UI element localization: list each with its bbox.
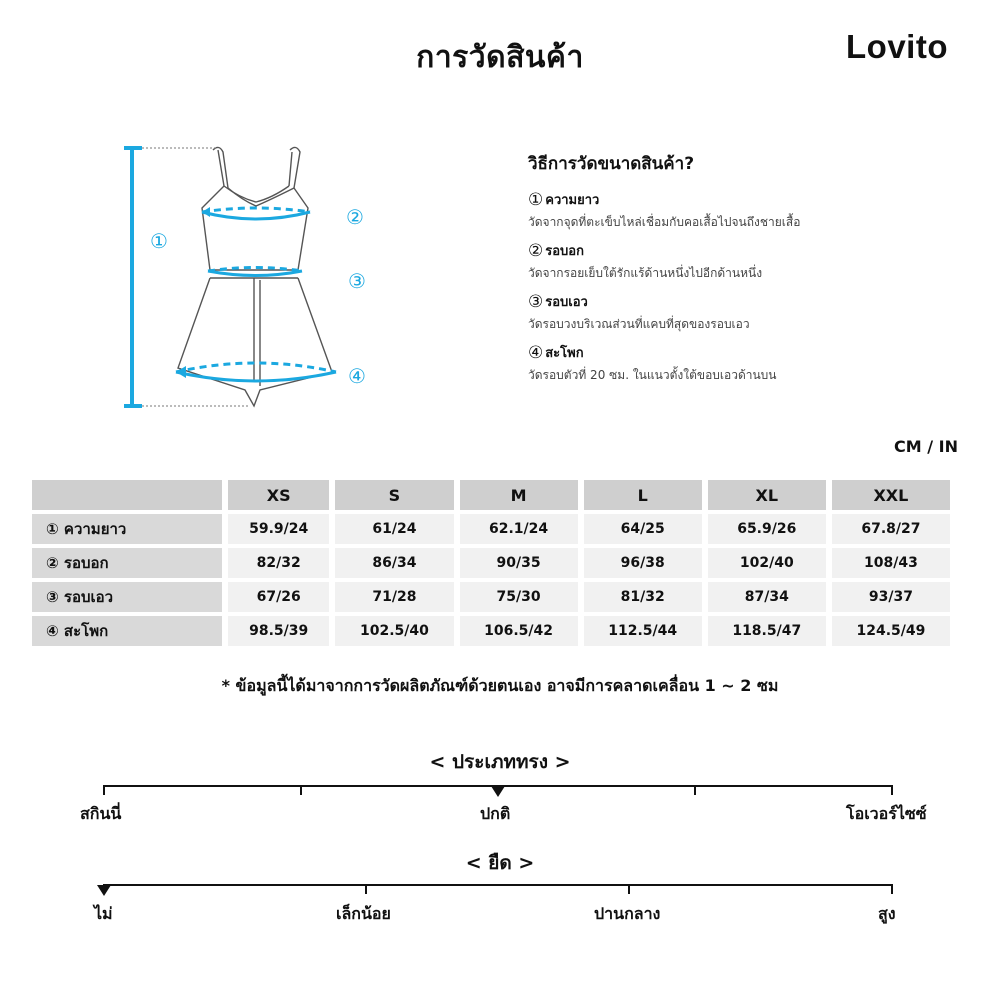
measure-item-bust: [528, 240, 948, 283]
length-indicator: [124, 148, 142, 406]
size-header: XXL: [832, 480, 950, 510]
bust-ellipse: [202, 207, 310, 219]
measure-item-length: [528, 189, 948, 232]
table-cell: 102.5/40: [335, 616, 453, 646]
row-label: ④ สะโพก: [32, 616, 222, 646]
table-cell: 62.1/24: [460, 514, 578, 544]
stretch-label-none: ไม่: [94, 904, 113, 923]
table-header-row: [32, 480, 950, 510]
fit-label-oversize: โอเวอร์ไซซ์: [846, 804, 927, 823]
size-header: M: [460, 480, 578, 510]
label-bust: ②: [346, 205, 364, 229]
how-to-measure: [528, 150, 948, 393]
table-cell: 98.5/39: [228, 616, 329, 646]
measure-desc: วัดจากจุดที่ตะเข็บไหล่เชื่อมกับคอเสื้อไปจนถึงชายเสื้อ: [528, 215, 801, 229]
table-cell: 96/38: [584, 548, 702, 578]
table-corner: [32, 480, 222, 510]
size-header: XS: [228, 480, 329, 510]
fit-scale-title: < ประเภททรง >: [429, 751, 571, 773]
fit-scale-tick: [497, 785, 499, 795]
table-cell: 82/32: [228, 548, 329, 578]
table-cell: 108/43: [832, 548, 950, 578]
table-cell: 71/28: [335, 582, 453, 612]
row-label: ② รอบอก: [32, 548, 222, 578]
size-header: XL: [708, 480, 826, 510]
measure-number: ④: [528, 342, 544, 363]
table-cell: 93/37: [832, 582, 950, 612]
stretch-marker-icon: [97, 885, 111, 896]
table-cell: 118.5/47: [708, 616, 826, 646]
measure-desc: วัดรอบวงบริเวณส่วนที่แคบที่สุดของรอบเอว: [528, 317, 750, 331]
table-cell: 67/26: [228, 582, 329, 612]
measure-name: สะโพก: [545, 346, 584, 361]
table-cell: 90/35: [460, 548, 578, 578]
table-cell: 124.5/49: [832, 616, 950, 646]
table-row: [32, 548, 950, 578]
size-header: S: [335, 480, 453, 510]
label-length: ①: [150, 229, 168, 253]
fit-scale-tick: [891, 785, 893, 795]
fit-label-regular: ปกติ: [480, 804, 511, 823]
stretch-scale-tick: [891, 884, 893, 894]
table-cell: 67.8/27: [832, 514, 950, 544]
table-cell: 75/30: [460, 582, 578, 612]
stretch-scale-tick: [103, 884, 105, 894]
measure-name: ความยาว: [545, 193, 600, 208]
fit-scale-line: [104, 785, 892, 787]
table-cell: 65.9/26: [708, 514, 826, 544]
measure-item-hip: [528, 342, 948, 385]
measure-item-waist: [528, 291, 948, 334]
fit-scale-tick: [300, 785, 302, 795]
fit-marker-icon: [491, 786, 505, 797]
table-cell: 86/34: [335, 548, 453, 578]
table-cell: 87/34: [708, 582, 826, 612]
stretch-label-slight: เล็กน้อย: [336, 904, 391, 923]
table-row: [32, 616, 950, 646]
table-cell: 64/25: [584, 514, 702, 544]
table-row: [32, 582, 950, 612]
hip-ellipse: [176, 363, 336, 381]
label-hip: ④: [348, 364, 366, 388]
measure-number: ②: [528, 240, 544, 261]
table-cell: 61/24: [335, 514, 453, 544]
unit-label: CM / IN: [894, 437, 958, 456]
garment-diagram: [120, 140, 380, 420]
measure-desc: วัดจากรอยเย็บใต้รักแร้ด้านหนึ่งไปอีกด้านหนึ่ง: [528, 266, 763, 280]
fit-scale-tick: [103, 785, 105, 795]
row-label: ① ความยาว: [32, 514, 222, 544]
measurement-note: * ข้อมูลนี้ได้มาจากการวัดผลิตภัณฑ์ด้วยตนเอง อาจมีการคลาดเคลื่อน 1 ~ 2 ซม: [221, 676, 779, 695]
measure-desc: วัดรอบตัวที่ 20 ซม. ในแนวตั้งใต้ขอบเอวด้านบน: [528, 368, 777, 382]
size-header: L: [584, 480, 702, 510]
size-chart-table: [26, 476, 956, 650]
fit-scale-tick: [694, 785, 696, 795]
table-cell: 59.9/24: [228, 514, 329, 544]
measure-number: ③: [528, 291, 544, 312]
table-row: [32, 514, 950, 544]
stretch-label-high: สูง: [878, 904, 896, 923]
measure-name: รอบเอว: [545, 295, 588, 310]
waist-ellipse: [208, 268, 302, 276]
table-cell: 81/32: [584, 582, 702, 612]
fit-label-skinny: สกินนี่: [80, 804, 122, 823]
stretch-label-medium: ปานกลาง: [594, 904, 661, 923]
page-title: การวัดสินค้า: [416, 40, 584, 75]
how-to-heading: วิธีการวัดขนาดสินค้า?: [528, 154, 695, 174]
row-label: ③ รอบเอว: [32, 582, 222, 612]
measure-number: ①: [528, 189, 544, 210]
stretch-scale-title: < ยืด >: [465, 852, 535, 874]
label-waist: ③: [348, 269, 366, 293]
stretch-scale-tick: [628, 884, 630, 894]
stretch-scale-line: [104, 884, 892, 886]
stretch-scale-tick: [365, 884, 367, 894]
measure-name: รอบอก: [545, 244, 584, 259]
table-cell: 112.5/44: [584, 616, 702, 646]
brand-logo: Lovito: [846, 28, 948, 65]
table-cell: 102/40: [708, 548, 826, 578]
table-cell: 106.5/42: [460, 616, 578, 646]
